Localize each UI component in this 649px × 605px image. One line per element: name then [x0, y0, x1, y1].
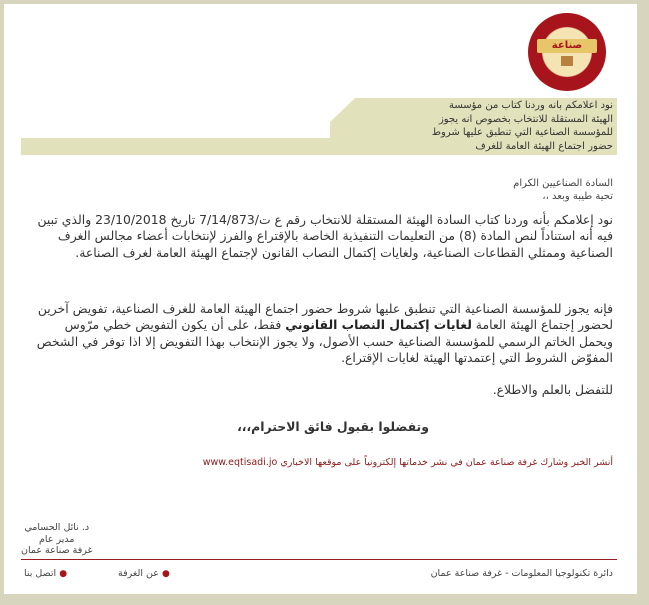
footer-link-about[interactable] — [118, 568, 170, 579]
body-paragraph-2 — [33, 301, 613, 366]
signature-org: غرفة صناعة عمان — [21, 545, 93, 556]
summary-line: نود اعلامكم بانه وردنا كتاب من مؤسسة — [448, 100, 613, 111]
p2-text-end: فقط، على أن يكون التفويض خطي مرّوس ويحمل الخاتم الرسمي للمؤسسة الصناعية حسب الأصول، ولا يجوز الإنتخاب بهذا التفويض إلا اذا توفر في الشخص المفوّض الشروط التي إعتمدتها الهيئة لغايات الإقتراع. — [36, 317, 613, 365]
share-text: أنشر الخبر وشارك غرفة صناعة عمان في نشر خدماتها إلكترونياً على موقعها الاخباري — [280, 457, 613, 468]
summary-line: حضور اجتماع الهيئة العامة للغرف — [475, 140, 613, 152]
summary-line: الهيئة المستقلة للانتخاب بخصوص انه يجوز — [438, 113, 613, 125]
logo-wordmark: صناعة — [537, 39, 597, 53]
body-paragraph-1: نود إعلامكم بأنه وردنا كتاب السادة الهيئة المستقلة للانتخاب رقم ع ت/7/14/873 تاريخ 23/10/2018 والذي تبين فيه أنه استناداً لنص المادة (8) من التعليمات التنفيذية الخاصة بالإقتراع والفرز لإنتخابات أعضاء مجالس الغرف الصناعية وممثلي القطاعات الصناعية، ولغايات إكتمال النصاب القانون لإجتماع الهيئة العامة لغرف الصناعة. — [37, 212, 613, 260]
summary-line: للمؤسسة الصناعية التي تنطبق عليها شروط — [431, 127, 613, 138]
bullet-icon: ● — [59, 569, 68, 579]
p2-text-start: فإنه يجوز للمؤسسة الصناعية التي تنطبق عليها شروط حضور اجتماع الهيئة العامة للغرف الصناعية، تفويض آخرين لحضور إجتماع الهيئة العامة — [37, 301, 613, 333]
p2-bold-text: لغايات إكتمال النصاب القانوني — [285, 317, 472, 333]
footer-link-contact[interactable] — [24, 568, 67, 579]
summary-text — [353, 99, 613, 153]
salutation-addressee: السادة الصناعيين الكرام — [513, 178, 613, 189]
eqtisadi-link[interactable]: www.eqtisadi.jo — [202, 457, 278, 468]
footer-divider — [21, 559, 617, 560]
salutation-greeting: تحية طيبة وبعد ،، — [542, 191, 613, 202]
chamber-logo — [528, 13, 606, 91]
closing-line — [53, 419, 613, 434]
signature-name: د. نائل الحسامي — [24, 522, 90, 533]
closing-text: وتفضلوا بقبول فائق الاحترام،،، — [237, 419, 429, 434]
logo-building-icon — [561, 56, 573, 66]
footer-about-label: عن الغرفة — [118, 568, 159, 579]
email-page — [4, 4, 637, 594]
share-notice — [53, 457, 613, 468]
bullet-icon: ● — [161, 569, 170, 579]
signature-block — [21, 522, 93, 557]
footer-department: دائرة تكنولوجيا المعلومات - غرفة صناعة عمان — [430, 568, 613, 579]
body-paragraph-3: للتفضل بالعلم والاطلاع. — [492, 382, 613, 397]
salutation — [513, 177, 613, 203]
footer-contact-label: اتصل بنا — [24, 568, 57, 579]
signature-title: مدير عام — [39, 533, 75, 545]
